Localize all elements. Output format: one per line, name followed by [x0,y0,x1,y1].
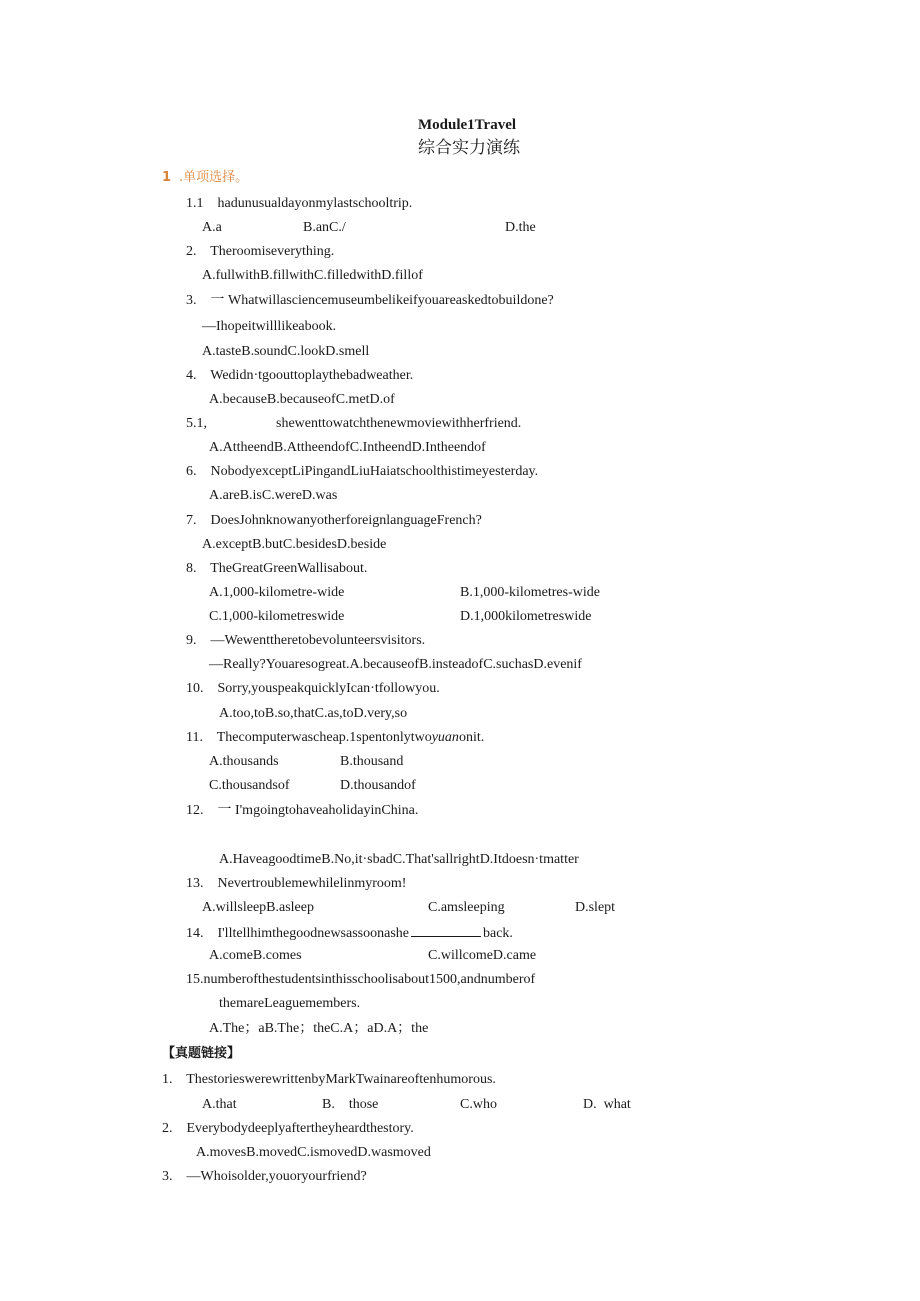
question-11-option-d: D.thousandof [340,778,416,793]
question-14-stem-a: 14. I'lltellhimthegoodnewsassoonashe [186,926,409,941]
real-question-2-stem: 2. Everybodydeeplyaftertheyheardthestory. [162,1121,414,1136]
section-label: .单项选择。 [179,170,249,185]
question-8-option-d: D.1,000kilometreswide [460,609,592,624]
question-13-option-c: C.amsleeping [428,900,505,915]
question-7-options: A.exceptB.butC.besidesD.beside [202,537,387,552]
question-6-options: A.areB.isC.wereD.was [209,488,338,503]
question-14-option-cd: C.willcomeD.came [428,948,537,963]
section-heading-real-questions: 【真题链接】 [162,1046,241,1061]
question-8-option-c: C.1,000-kilometreswide [209,609,345,624]
real-question-1-option-c: C.who [460,1097,497,1112]
question-8-stem: 8. TheGreatGreenWallisabout. [186,561,368,576]
question-1-option-a: A.a [202,220,222,235]
question-8-option-b: B.1,000-kilometres-wide [460,585,600,600]
question-3-options: A.tasteB.soundC.lookD.smell [202,344,370,359]
question-12-options: A.HaveagoodtimeB.No,it·sbadC.That'sallrightD.Itdoesn·tmatter [219,852,579,867]
question-5-number: 5.1, [186,416,207,431]
question-2-stem: 2. Theroomiseverything. [186,244,335,259]
question-1-option-bc: B.anC./ [303,220,346,235]
question-11-stem-b: onit. [458,730,485,745]
section-number: 1 [162,170,172,185]
question-2-options: A.fullwithB.fillwithC.filledwithD.fillof [202,268,423,283]
question-5-options: A.AttheendB.AttheendofC.IntheendD.Intheendof [209,440,486,455]
question-4-options: A.becauseB.becauseofC.metD.of [209,392,395,407]
question-15-stem: 15.numberofthestudentsinthisschoolisabout1500,andnumberof [186,972,536,987]
question-11-stem [186,730,484,746]
question-1-stem: 1.1 hadunusualdayonmylastschooltrip. [186,196,413,211]
real-question-1-option-a: A.that [202,1097,237,1112]
question-11-stem-a: 11. Thecomputerwascheap.1spentonlytwo [186,730,432,745]
real-question-3-stem: 3. —Whoisolder,youoryourfriend? [162,1169,367,1184]
question-15-stem-continued: themareLeaguemembers. [219,996,361,1011]
section-heading-choice [162,170,248,186]
question-13-option-ab: A.willsleepB.asleep [202,900,314,915]
question-12-stem: 12. 一 I'mgoingtohaveaholidayinChina. [186,803,419,818]
real-question-1-stem: 1. ThestorieswerewrittenbyMarkTwainareoftenhumorous. [162,1072,496,1087]
question-8-option-a: A.1,000-kilometre-wide [209,585,345,600]
question-10-options: A.too,toB.so,thatC.as,toD.very,so [219,706,408,721]
question-9-reply-options: —Really?Youaresogreat.A.becauseofB.insteadofC.suchasD.evenif [209,657,582,672]
question-7-stem: 7. DoesJohnknowanyotherforeignlanguageFrench? [186,513,482,528]
real-question-1-option-d: D. what [583,1097,631,1112]
real-question-1-option-b: B. those [322,1097,379,1112]
question-14-stem-b: back. [483,926,513,941]
question-11-option-c: C.thousandsof [209,778,290,793]
question-6-stem: 6. NobodyexceptLiPingandLiuHaiatschoolthistimeyesterday. [186,464,539,479]
question-5-stem: shewenttowatchthenewmoviewithherfriend. [276,416,522,431]
question-10-stem: 10. Sorry,youspeakquicklyIcan·tfollowyou. [186,681,440,696]
real-question-2-options: A.movesB.movedC.ismovedD.wasmoved [196,1145,431,1160]
question-11-stem-em: yuan [431,730,459,745]
answer-blank [411,924,481,937]
question-13-option-d: D.slept [575,900,616,915]
question-1-option-d: D.the [505,220,536,235]
question-14-stem [186,924,513,942]
question-3-reply: —Ihopeitwilllikeabook. [202,319,337,334]
question-3-stem: 3. 一 Whatwillasciencemuseumbelikeifyouareaskedtobuildone? [186,293,554,308]
question-11-option-a: A.thousands [209,754,279,769]
question-14-option-ab: A.comeB.comes [209,948,302,963]
question-11-option-b: B.thousand [340,754,404,769]
question-15-options: A.The；aB.The；theC.A；aD.A；the [209,1021,429,1036]
page-title: Module1Travel [418,117,517,133]
question-4-stem: 4. Wedidn·tgoouttoplaythebadweather. [186,368,414,383]
question-9-stem: 9. —Wewenttheretobevolunteersvisitors. [186,633,426,648]
page-subtitle: 综合实力演练 [418,138,520,158]
question-13-stem: 13. Nevertroublemewhilelinmyroom! [186,876,407,891]
